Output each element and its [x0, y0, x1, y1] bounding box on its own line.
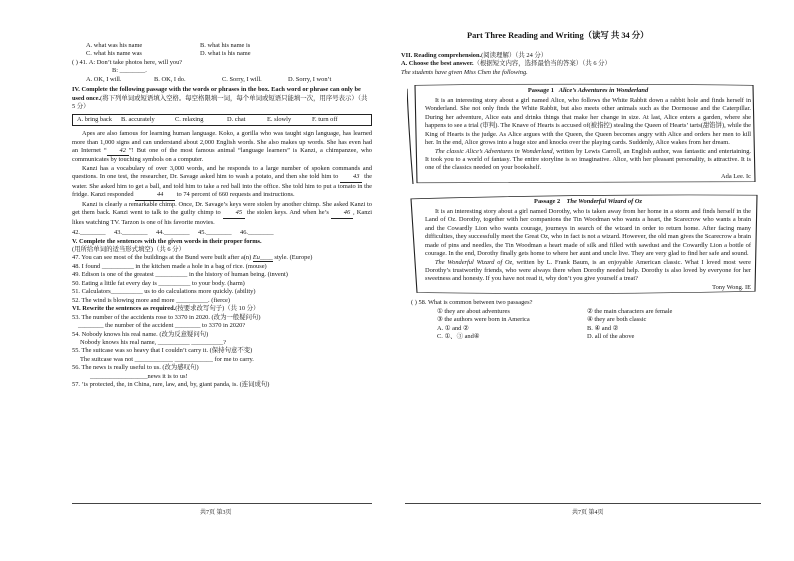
passage-1-label: Passage 1 — [527, 87, 554, 95]
answer-45[interactable]: 45.________ — [198, 229, 232, 237]
passage-2-title — [425, 198, 751, 206]
passage-text: the water. She asked him to get a ball, and told him to take a red ball into the office. She told him to put a tomato in the fridge. Kanzi responded — [72, 173, 372, 199]
q48[interactable]: 48. I found __________ in the kitchen made a hole in a bag of rice. (mouse) — [72, 262, 267, 270]
section-7-heading-en: VII. Reading comprehension. — [401, 52, 482, 59]
q41-b-line: B: ________. — [112, 67, 147, 75]
q54-answer-line[interactable]: Nobody knows his real name, __________ __________? — [80, 338, 227, 346]
section-4-heading-en: IV. Complete the following passage with the words or phrases in the box. Each word or phrase can only be used once. — [72, 86, 361, 102]
q58-statement-4: ④ they are both classic — [587, 316, 647, 324]
passage-2-card — [407, 194, 759, 295]
section-5-heading-en: V. Complete the sentences with the given words in their proper forms. — [72, 237, 262, 245]
q41-answer-paren[interactable]: ( ) — [72, 58, 78, 66]
q58-option-a[interactable]: A. ① and ② — [437, 324, 469, 332]
answer-44[interactable]: 44.________ — [156, 229, 190, 237]
blank-43[interactable]: 43 — [340, 173, 362, 182]
q58-stem — [411, 299, 759, 307]
q50[interactable]: 50. Eating a little fat every day is __________ to your body. (harm) — [72, 279, 245, 287]
passage-1-para-2-text: , written by Lewis Carroll, an English author, was fantastic and entertaining. It took you to a world of fantasy. The entire storyline is so imaginative. Alice, with her pleasant personality, is attractive. It is one of the classics needed on your bookshelf. — [425, 147, 751, 172]
q54: 54. Nobody knows his real name. (改为反意疑问句) — [72, 330, 209, 338]
q55-answer-line[interactable]: The suitcase was not ____________ ____________ for me to carry. — [80, 355, 254, 363]
q41-option-d[interactable]: D. Sorry, I won’t — [288, 75, 332, 83]
passage-2-para-2 — [425, 259, 751, 284]
q58-option-c[interactable]: C. ①、③ and④ — [437, 333, 480, 341]
section-7a-heading-en: A. Choose the best answer. — [401, 60, 474, 68]
passage-paragraph-2 — [72, 165, 372, 201]
q40-option-c[interactable]: C. what his name was — [86, 50, 142, 58]
passage-2-para-2-italic: The Wonderful Wizard of Oz — [435, 258, 513, 266]
passage-text: to 74 percent of 660 requests and instructions. — [175, 191, 295, 199]
answer-43[interactable]: 43.________ — [114, 229, 148, 237]
q53-answer-line[interactable]: ________ the number of the accident ________ to 3370 in 2020? — [78, 322, 246, 330]
passage-1-card — [407, 83, 759, 184]
q41-stem-text: 41. A: Don’t take photos here, will you? — [79, 58, 183, 66]
word-box-item-d: D. chat — [227, 115, 246, 123]
q58-options-row1 — [411, 325, 759, 333]
q40-option-d[interactable]: D. what is his name — [200, 50, 251, 58]
word-box-item-c: C. relaxing — [175, 115, 204, 123]
q41-option-a[interactable]: A. OK, I will. — [86, 75, 122, 83]
right-page-footer: 共7页 第4页 — [572, 510, 604, 516]
passage-text: Apes are also famous for learning human language. Koko, a gorilla who was taught sign language, has learned more than 1,000 signs and can understand about 2,000 English words. She also makes up words. She has even had an Internet “ — [72, 130, 372, 154]
left-column — [72, 42, 372, 390]
passage-text: , Kanzi likes watching TV. Tarzon is one of his favorite movies. — [72, 209, 372, 226]
q47 — [72, 254, 372, 262]
section-7a-heading — [397, 60, 759, 68]
passage-text: Kanzi has a vocabulary of over 3,000 words, and he responds to a large number of spoken commands and questions. In one test, the researcher, Dr. Savage asked him to wash a potato, and then she told him to — [72, 164, 372, 181]
section-4-heading — [72, 86, 372, 111]
passage-1-title — [425, 87, 751, 95]
passage-1-signature: Ada Lee. Ic — [721, 172, 751, 180]
q58-stem-text: 58. What is common between two passages? — [418, 299, 533, 307]
q40-options-row1 — [72, 42, 372, 50]
q41-option-b[interactable]: B. OK, I do. — [154, 75, 186, 83]
q52[interactable]: 52. The wind is blowing more and more __________. (fierce) — [72, 296, 231, 304]
section-6-heading-cn: (按要求改写句子)（共 10 分） — [175, 305, 260, 313]
word-box-item-a: A. bring back — [77, 115, 112, 123]
passage-2-para-1: It is an interesting story about a girl named Dorothy, who is taken away from her home in a storm and finds herself in the Land of Oz. Dorothy, together with her companions the Tin Woodman who wants a heart, the Scarecrow who wants a brain and the Cowardly Lion who wants courage, journeys in search of the wizard in order to return home. After facing many difficulties, they successfully meet the Great Oz, who in fact is not a wizard. However, the old man gives the Scarecrow a brain made of pins and needles, the Tin Woodman a heart made of silk and filled with sawdust and the Cowardly Lion a bottle of courage. In the end, Dorothy finally gets home to where her aunt and uncle live. They are very glad to find her safe and sound. — [425, 207, 751, 258]
part-three-title: Part Three Reading and Writing（读写 共 34 分） — [467, 31, 649, 40]
answer-46[interactable]: 46.________ — [240, 229, 274, 237]
section-6-heading — [72, 305, 372, 313]
q47-answer[interactable]: Eu____ — [252, 254, 273, 262]
word-box-item-f: F. turn off — [312, 115, 338, 123]
q40-option-b[interactable]: B. what his name is — [200, 42, 251, 49]
answer-numbers — [72, 229, 372, 237]
blank-42[interactable]: 42 — [107, 147, 129, 156]
section-7-intro: The students have given Miss Chen the following. — [401, 68, 528, 76]
right-page — [397, 0, 794, 561]
q56: 56. The news is really useful to us. (改为感叹句) — [72, 364, 199, 372]
q57: 57. ’is protected, the, in China, rare, law, and, by, giant panda, is. (连词成句) — [72, 381, 270, 389]
q55: 55. The suitcase was so heavy that I couldn’t carry it. (保持句意不变) — [72, 347, 253, 355]
q58-statements-row1 — [411, 308, 759, 316]
passage-paragraph-1 — [72, 130, 372, 165]
q58-statements-row2 — [411, 316, 759, 324]
q56-answer-line[interactable]: __________________news it is to us! — [90, 372, 188, 380]
passage-text: Kanzi is clearly a remarkable chimp. Once, Dr. Savage’s keys were stolen by another chimp. She asked Kanzi to get them back. Kanzi went to talk to the guilty chimp to — [72, 200, 372, 217]
q53: 53. The number of the accidents rose to 3370 in 2020. (改为一般疑问句) — [72, 313, 261, 321]
section-5-heading-cn: (用所给单词的适当形式填空)（共 6 分） — [72, 245, 185, 253]
q58-answer-paren[interactable]: ( ) — [411, 299, 417, 307]
word-box — [72, 114, 372, 126]
q41-options — [72, 76, 372, 84]
q58-block — [397, 299, 759, 341]
passage-2-label: Passage 2 — [534, 198, 561, 206]
answer-42[interactable]: 42.________ — [72, 229, 106, 237]
q40-option-a[interactable]: A. what was his name — [86, 42, 143, 49]
section-5-heading — [72, 238, 372, 255]
word-box-item-e: E. slowly — [267, 115, 292, 123]
blank-45[interactable]: 45 — [223, 209, 245, 218]
passage-2-para-2-text: , written by L. Frank Baum, is an enjoyable American classic. What I loved most were Dorothy’s trustworthy friends, who were always there when Dorothy needed help. Dorothy is also loved by everyone for her sweetness and honesty. If you have not read it, why don’t you give yourself a treat? — [425, 258, 751, 283]
right-page-rule — [405, 503, 761, 504]
q58-statement-2: ② the main characters are female — [587, 307, 673, 315]
passage-text: ”! But one of the most famous animal “language learners” is Kanzi, a chimpanzee, who communicates by touching symbols on a computer. — [72, 146, 373, 164]
q58-statement-1: ① they are about adventures — [437, 307, 510, 315]
passage-1-book-title: Alice’s Adventures in Wonderland — [558, 87, 649, 95]
passage-text: the stolen keys. And when he’s — [244, 209, 331, 217]
blank-44[interactable]: 44 — [135, 191, 175, 200]
left-page-footer: 共7页 第3页 — [200, 510, 232, 516]
q41-stem — [72, 59, 372, 67]
section-6-heading-en: VI. Rewrite the sentences as required. — [72, 305, 176, 313]
q58-options-row2 — [411, 333, 759, 341]
blank-46[interactable]: 46 — [331, 209, 353, 218]
word-box-item-b: B. accurately — [121, 115, 155, 123]
passage-1-para-2 — [425, 148, 751, 173]
q49[interactable]: 49. Edison is one of the greatest __________ in the history of human being. (invent) — [72, 271, 288, 279]
passage-2-book-title: The Wonderful Wizard of Oz — [566, 198, 642, 206]
ape-passage — [72, 130, 372, 227]
q58-statement-3: ③ the authors were born in America — [437, 316, 530, 324]
q58-option-b[interactable]: B. ④ and ② — [587, 324, 619, 332]
passage-1-para-1: It is an interesting story about a girl named Alice, who follows the White Rabbit down a rabbit hole and finds herself in Wonderland. She not only finds the White Rabbit, but also meets other animals such as the Dormouse and the Caterpillar. During her adventure, Alice eats and drinks things that make her change in size. At last, Alice enters a garden, where she happens to see a trial (审判). The Knave of Hearts is accused of(被指控) stealing the Queen of Hearts’ tarts(甜馅饼), while the King of Hearts is the judge. As Alice argues with the Queen, the Queen becomes angry with Alice and orders her men to kill her. In the end, Alice grows into a huge size and knocks over the playing cards. Suddenly, Alice wakes from her dream. — [425, 96, 751, 147]
passage-paragraph-3 — [72, 201, 372, 227]
q40-options-row2 — [72, 50, 372, 58]
section-7a-heading-cn: （根据短文内容，选择最恰当的答案）（共 6 分） — [473, 60, 611, 68]
q41-option-c[interactable]: C. Sorry, I will. — [222, 75, 262, 83]
section-4-heading-cn: (将下列单词或短语填入空格。每空格限填一词，每个单词或短语只能填一次，用序号表示）（共 5 分） — [72, 94, 368, 111]
left-answer-line[interactable] — [72, 503, 372, 504]
q51[interactable]: 51. Calculators__________ us to do calculations more quickly. (ability) — [72, 288, 256, 296]
q47-end: style. (Europe) — [272, 254, 313, 262]
q47-text: 47. You can see most of the buildings at the Bund were built after a(n) — [72, 254, 253, 262]
right-column — [397, 52, 759, 342]
q58-option-d[interactable]: D. all of the above — [587, 333, 635, 341]
section-7-heading-cn: (阅读理解）（共 24 分） — [481, 52, 548, 59]
passage-2-signature: Tony Wong. IE — [712, 283, 751, 291]
passage-1-para-2-italic: The classic Alice’s Adventures in Wonderland — [435, 147, 553, 155]
